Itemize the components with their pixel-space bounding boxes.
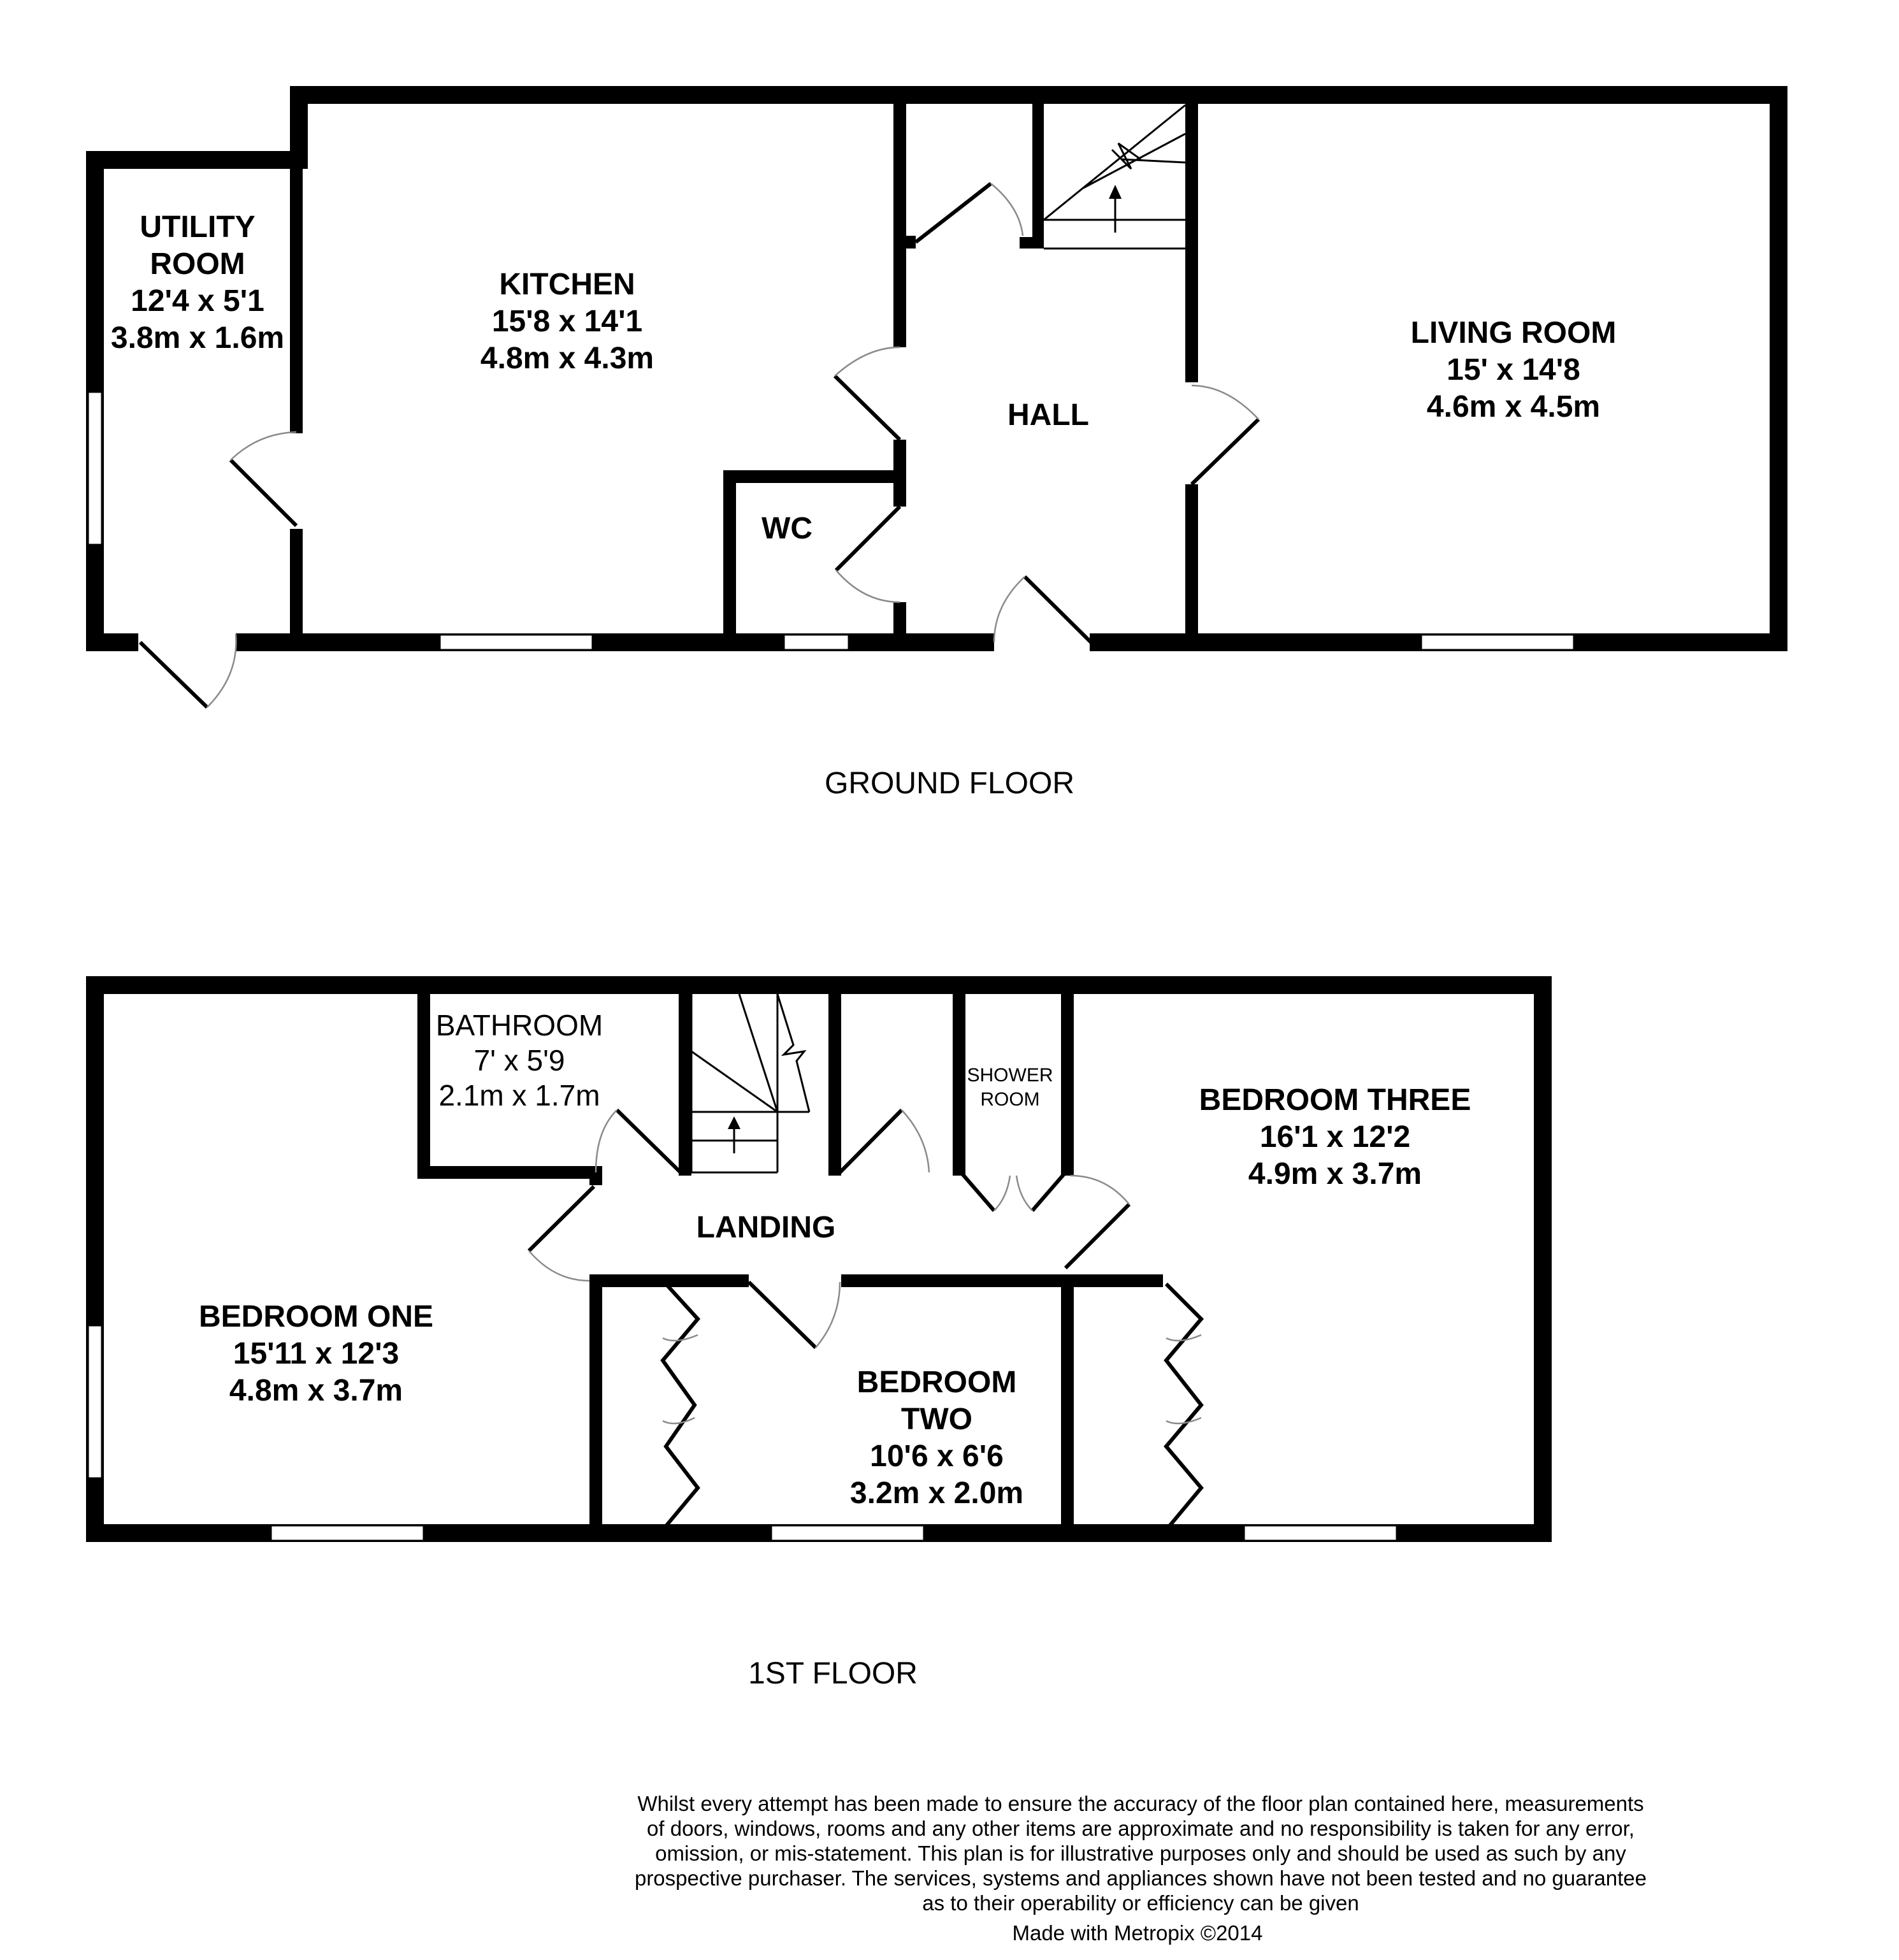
- ff-stair-arrow-icon: [728, 1116, 740, 1129]
- gf-wall-wc-hall-lower: [893, 602, 906, 644]
- kitchen-name: KITCHEN: [499, 268, 635, 301]
- hall-name: HALL: [1007, 398, 1089, 432]
- bathroom-imperial: 7' x 5'9: [473, 1044, 565, 1077]
- gf-wall-hall-living-lower: [1185, 484, 1198, 644]
- ff-bedroom-one-side-window: [88, 1325, 102, 1478]
- bedroom-one-name: BEDROOM ONE: [198, 1300, 434, 1334]
- utility-room-name-2: ROOM: [150, 247, 245, 281]
- gf-wall-bottom-2: [236, 633, 994, 651]
- metropix-credit: Made with Metropix ©2014: [1012, 1921, 1263, 1945]
- ff-door-bedroom-two: [749, 1282, 840, 1348]
- bedroom-two-name-1: BEDROOM: [856, 1366, 1017, 1399]
- gf-wall-utility-top: [86, 151, 308, 169]
- bedroom-three-name: BEDROOM THREE: [1199, 1083, 1471, 1117]
- ff-staircase: [691, 994, 809, 1172]
- gf-wc-window: [784, 635, 849, 650]
- living-room-imperial: 15' x 14'8: [1447, 353, 1580, 387]
- ff-wall-shower-left: [953, 984, 965, 1176]
- gf-cupboard-wall: [1032, 92, 1044, 249]
- ff-door-landing-cupboard: [840, 1110, 929, 1172]
- disclaimer-line: of doors, windows, rooms and any other items are approximate and no responsibility is taken for any error,: [647, 1817, 1635, 1840]
- gf-doors: [140, 184, 1259, 707]
- ff-wall-stair-left: [679, 984, 691, 1176]
- ff-wall-bed-two-top-right: [841, 1274, 1163, 1287]
- shower-room-name-1: SHOWER: [967, 1065, 1053, 1086]
- disclaimer-line: Whilst every attempt has been made to ensure the accuracy of the floor plan contained here, measurements: [637, 1792, 1644, 1815]
- first-floor-plan: [86, 976, 1552, 1690]
- gf-door-cupboard: [916, 184, 1023, 242]
- ff-door-shower-right: [1016, 1172, 1065, 1211]
- gf-cupboard-stub-right: [1020, 237, 1044, 249]
- disclaimer-line: omission, or mis-statement. This plan is for illustrative purposes only and should be used as such by any: [655, 1841, 1626, 1865]
- bedroom-three-metric: 4.9m x 3.7m: [1248, 1157, 1422, 1191]
- gf-wall-wc-top: [723, 470, 906, 483]
- ff-wall-top: [86, 976, 1552, 994]
- ff-wall-shower-right: [1061, 984, 1074, 1176]
- shower-room-name-2: ROOM: [980, 1089, 1040, 1110]
- ff-bedroom-two-window: [771, 1525, 924, 1541]
- utility-room-name-1: UTILITY: [140, 210, 256, 244]
- first-floor-label: 1ST FLOOR: [748, 1657, 918, 1690]
- ff-door-shower-left: [961, 1172, 1010, 1211]
- kitchen-imperial: 15'8 x 14'1: [491, 305, 643, 338]
- gf-wall-utility-kitchen-upper: [290, 156, 303, 433]
- gf-front-door: [994, 577, 1091, 642]
- gf-living-window: [1421, 635, 1574, 650]
- gf-wall-wc-left: [723, 470, 736, 644]
- gf-utility-window: [88, 392, 102, 545]
- gf-door-utility-kitchen: [231, 432, 296, 526]
- gf-door-hall-living: [1192, 386, 1259, 484]
- bedroom-two-name-2: TWO: [901, 1402, 972, 1436]
- bathroom-metric: 2.1m x 1.7m: [438, 1079, 600, 1112]
- utility-room-imperial: 12'4 x 5'1: [131, 284, 264, 318]
- disclaimer-line: prospective purchaser. The services, systems and appliances shown have not been tested and no guarantee: [634, 1866, 1647, 1890]
- ff-doors: [529, 1110, 1201, 1526]
- ff-wall-bed-one-two: [589, 1274, 602, 1529]
- gf-entrance-door-utility: [140, 634, 236, 707]
- gf-wall-utility-kitchen-lower: [290, 529, 303, 644]
- ff-wall-stair-right: [828, 984, 841, 1176]
- ff-wardrobe-bedroom-three: [1166, 1284, 1201, 1526]
- gf-wall-kitchen-hall-upper: [893, 92, 906, 347]
- ff-door-bedroom-one: [529, 1186, 594, 1281]
- disclaimer-line: as to their operability or efficiency can be given: [922, 1891, 1359, 1915]
- kitchen-metric: 4.8m x 4.3m: [480, 342, 654, 375]
- ff-bedroom-one-window: [271, 1525, 424, 1541]
- ff-wall-right: [1534, 976, 1552, 1542]
- ff-bedroom-three-window: [1244, 1525, 1397, 1541]
- gf-wall-right: [1770, 86, 1787, 651]
- gf-door-wc: [836, 507, 900, 602]
- gf-stair-arrow-icon: [1109, 185, 1122, 199]
- gf-door-kitchen-hall: [835, 347, 900, 440]
- gf-wall-bottom-1: [86, 633, 138, 651]
- living-room-name: LIVING ROOM: [1410, 316, 1617, 350]
- wc-name: WC: [762, 512, 812, 545]
- gf-kitchen-window: [440, 635, 593, 650]
- bedroom-three-imperial: 16'1 x 12'2: [1259, 1120, 1411, 1154]
- ground-floor-label: GROUND FLOOR: [824, 767, 1075, 800]
- bedroom-one-metric: 4.8m x 3.7m: [229, 1374, 403, 1408]
- ff-wall-bathroom-left: [417, 984, 430, 1179]
- bedroom-two-metric: 3.2m x 2.0m: [849, 1476, 1024, 1510]
- bedroom-one-imperial: 15'11 x 12'3: [233, 1337, 400, 1371]
- gf-staircase: [1044, 105, 1185, 249]
- bedroom-two-imperial: 10'6 x 6'6: [870, 1439, 1004, 1473]
- ff-wall-bathroom-bottom: [417, 1166, 602, 1179]
- ground-floor-plan: [86, 86, 1787, 800]
- ff-door-bedroom-three: [1065, 1176, 1129, 1268]
- landing-name: LANDING: [696, 1211, 836, 1244]
- living-room-metric: 4.6m x 4.5m: [1426, 390, 1601, 424]
- gf-cupboard-stub-left: [893, 236, 916, 249]
- gf-wall-hall-living-upper: [1185, 92, 1198, 382]
- ff-door-bathroom: [596, 1110, 681, 1172]
- disclaimer: [635, 1792, 1647, 1945]
- ff-wardrobe-bedroom-two: [663, 1284, 698, 1526]
- ff-wall-bed-two-three: [1061, 1274, 1074, 1529]
- bathroom-name: BATHROOM: [435, 1009, 603, 1042]
- utility-room-metric: 3.8m x 1.6m: [110, 321, 285, 355]
